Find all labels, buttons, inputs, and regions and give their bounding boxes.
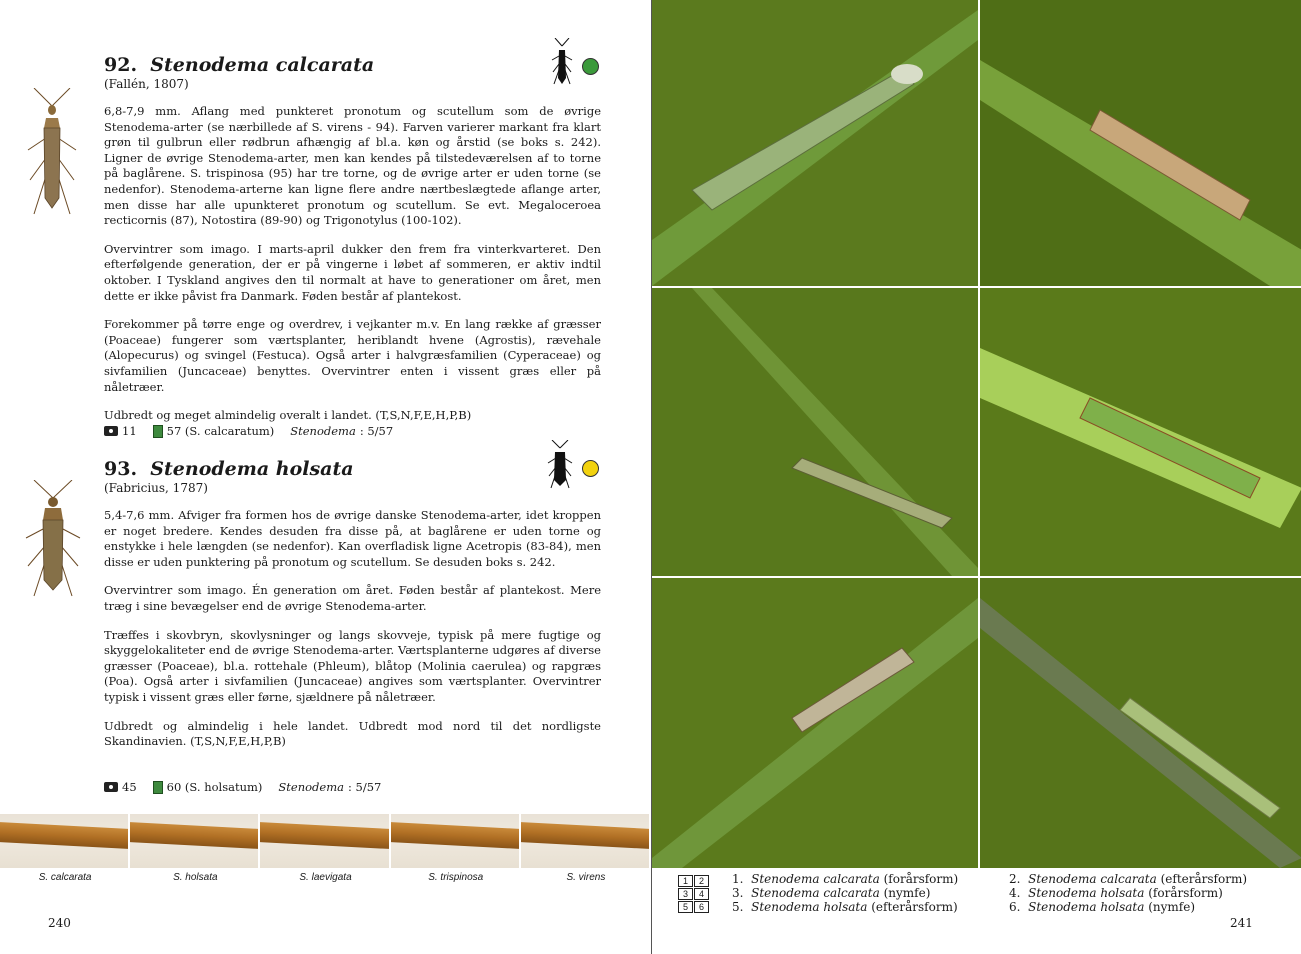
map-ref-value: 57 (S. calcaratum) bbox=[166, 424, 275, 438]
species-entry-93 bbox=[104, 458, 601, 750]
species-name: Stenodema holsata bbox=[150, 458, 354, 480]
leg-label: S. trispinosa bbox=[428, 872, 484, 883]
key-cell: 3 bbox=[678, 888, 693, 900]
key-cell: 2 bbox=[694, 875, 709, 887]
right-page bbox=[651, 0, 1301, 954]
key-ref bbox=[290, 424, 393, 438]
photo-6 bbox=[980, 578, 1301, 868]
species-number: 93. bbox=[104, 458, 138, 480]
leg-label: S. laevigata bbox=[299, 872, 352, 883]
photo-5 bbox=[652, 578, 978, 868]
specimen-image-93 bbox=[22, 480, 84, 600]
bug-silhouette-icon bbox=[547, 440, 573, 490]
species-title bbox=[104, 54, 601, 76]
key-ref-label: Stenodema bbox=[290, 424, 356, 438]
status-dot-93 bbox=[582, 460, 599, 477]
key-cell: 4 bbox=[694, 888, 709, 900]
caption-item: 2. Stenodema calcarata (efterårsform) bbox=[1009, 872, 1248, 886]
species-name: Stenodema calcarata bbox=[150, 54, 375, 76]
species-author: (Fabricius, 1787) bbox=[104, 481, 208, 495]
leg-label: S. virens bbox=[566, 872, 606, 883]
key-ref bbox=[278, 780, 381, 794]
caption-column-right bbox=[1009, 872, 1247, 915]
leg-label: S. holsata bbox=[173, 872, 218, 883]
key-ref-value: : 5/57 bbox=[347, 780, 382, 794]
species-author: (Fallén, 1807) bbox=[104, 77, 189, 91]
camera-icon bbox=[104, 426, 118, 436]
description-paragraph: Overvintrer som imago. I marts-april dukker den frem fra vinterkvarteret. Den efterfølgende generation, der er på vingerne i løbet af sommeren, er aktiv indtil oktober. I Tyskland angives den til normalt at have to generationer om året, men dette er ikke påvist fra Danmark. Føden består af plantekost. bbox=[104, 241, 601, 303]
description-paragraph: Forekommer på tørre enge og overdrev, i vejkanter m.v. En lang række af græsser (Poaceae) fungerer som værtsplanter, heriblandt hvene (Agrostis), rævehale (Alopecurus) og svingel (Festuca). Også arter i halvgræsfamilien (Cyperaceae) og sivfamilien (Juncaceae) benyttes. Overvintrer enten i vissent græs eller på nåletræer. bbox=[104, 317, 601, 394]
map-ref bbox=[153, 424, 275, 438]
key-ref-label: Stenodema bbox=[278, 780, 344, 794]
species-title bbox=[104, 458, 601, 480]
caption-column-left bbox=[732, 872, 958, 915]
bug-silhouette-icon bbox=[551, 38, 573, 86]
map-ref-value: 60 (S. holsatum) bbox=[166, 780, 263, 794]
hind-femur-strip bbox=[0, 814, 651, 868]
leg-label: S. calcarata bbox=[38, 872, 92, 883]
map-icon bbox=[153, 781, 163, 794]
key-cell: 1 bbox=[678, 875, 693, 887]
photo-1 bbox=[652, 0, 978, 286]
caption-item: 3. Stenodema calcarata (nymfe) bbox=[732, 886, 931, 901]
description-paragraph: 5,4-7,6 mm. Afviger fra formen hos de øvrige danske Stenodema-arter, idet kroppen er noget bredere. Kendes desuden fra disse på, at baglårene er uden torne og enstykke i hele længden (se nedenfor). Kan overfladisk ligne Acetropis (83-84), men disse er uden punktering på pronotum og scutellum. Se desuden boks s. 242. bbox=[104, 508, 601, 569]
leg-photo bbox=[0, 814, 130, 868]
caption-item: 1. Stenodema calcarata (forårsform) bbox=[732, 872, 959, 886]
key-ref-value: : 5/57 bbox=[359, 424, 394, 438]
key-cell: 5 bbox=[678, 901, 693, 913]
description-paragraph: Overvintrer som imago. Én generation om året. Føden består af plantekost. Mere træg i sine bevægelser end de øvrige Stenodema-arter. bbox=[104, 583, 601, 613]
species-entry-92 bbox=[104, 54, 601, 424]
photo-ref-value: 45 bbox=[122, 780, 137, 794]
leg-labels bbox=[0, 872, 651, 883]
species-number: 92. bbox=[104, 54, 138, 76]
photo-ref bbox=[104, 424, 137, 438]
photo-4 bbox=[980, 288, 1301, 576]
caption-item: 5. Stenodema holsata (efterårsform) bbox=[732, 900, 958, 915]
photo-2 bbox=[980, 0, 1301, 286]
photo-ref bbox=[104, 780, 137, 794]
specimen-image-92 bbox=[24, 88, 80, 218]
page-number: 240 bbox=[48, 916, 71, 930]
description-paragraph: Udbredt og almindelig i hele landet. Udbredt mod nord til det nordligste Skandinavien. (T,S,N,F,E,H,P,B) bbox=[104, 718, 601, 749]
map-icon bbox=[153, 425, 163, 438]
references-93 bbox=[104, 780, 381, 794]
photo-3 bbox=[652, 288, 978, 576]
leg-photo bbox=[521, 814, 651, 868]
leg-photo bbox=[391, 814, 521, 868]
photo-ref-value: 11 bbox=[122, 424, 137, 438]
description-paragraph: Udbredt og meget almindelig overalt i landet. (T,S,N,F,E,H,P,B) bbox=[104, 408, 472, 423]
references-92 bbox=[104, 424, 393, 438]
caption-item: 4. Stenodema holsata (forårsform) bbox=[1009, 886, 1223, 901]
camera-icon bbox=[104, 782, 118, 792]
description-paragraph: 6,8-7,9 mm. Aflang med punkteret pronotum og scutellum som de øvrige Stenodema-arter (se nærbillede af S. virens - 94). Farven varierer markant fra klart grøn til gulbrun eller rødbrun afhængig af bl.a. køn og årstid (se boks s. 242). Ligner de øvrige Stenodema-arter, men kan kendes på tilstedeværelsen af to torne på baglårene. S. trispinosa (95) har tre torne, og de øvrige arter er uden torne (se nedenfor). Stenodema-arterne kan ligne flere andre nærtbeslægtede aflange arter, men disse har alle upunkteret pronotum og scutellum. Se evt. Megaloceroea recticornis (87), Notostira (89-90) og Trigonotylus (100-102). bbox=[104, 104, 601, 228]
leg-photo bbox=[260, 814, 390, 868]
page-number: 241 bbox=[1230, 916, 1253, 930]
status-dot-92 bbox=[582, 58, 599, 75]
map-ref bbox=[153, 780, 263, 794]
photo-grid bbox=[652, 0, 1301, 866]
caption-item: 6. Stenodema holsata (nymfe) bbox=[1009, 900, 1196, 915]
leg-photo bbox=[130, 814, 260, 868]
photo-key-grid bbox=[678, 875, 709, 913]
key-cell: 6 bbox=[694, 901, 709, 913]
description-paragraph: Træffes i skovbryn, skovlysninger og langs skovveje, typisk på mere fugtige og skyggelokaliteter end de øvrige Stenodema-arter. Værtsplanterne udgøres af diverse græsser (Poaceae), bl.a. rottehale (Phleum), blåtop (Molinia caerulea) og rapgræs (Poa). Også arter i sivfamilien (Juncaceae) angives som værtsplanter. Overvintrer typisk i vissent græs eller førne, sjældnere på nåletræer. bbox=[104, 627, 601, 704]
